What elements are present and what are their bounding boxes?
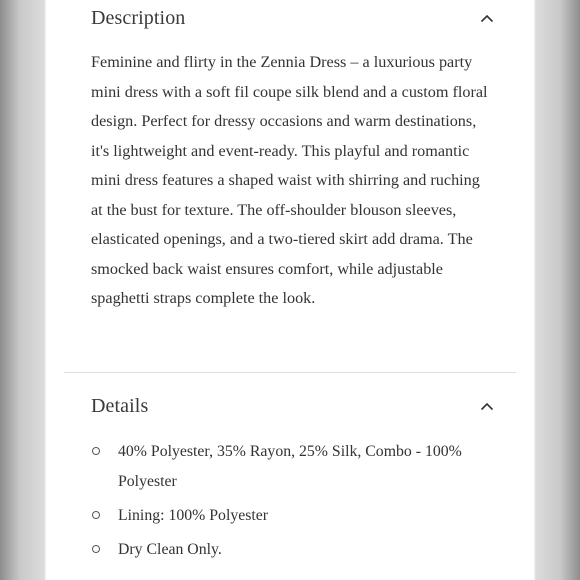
bullet-icon [92,545,100,553]
list-item [91,501,495,531]
product-info-panel [46,0,534,580]
details-accordion-header[interactable] [91,390,495,422]
detail-text: Lining: 100% Polyester [118,507,269,524]
chevron-up-icon[interactable] [479,10,495,26]
description-accordion-header[interactable] [91,2,495,34]
description-body: Feminine and flirty in the Zennia Dress – a luxurious party mini dress with a soft fil coupe silk blend and a custom floral design. Perfect for dressy occasions and warm destinations, it's lightweight and event-ready. This playful and romantic mini dress features a shaped waist with shirring and ruching at the bust for texture. The off-shoulder blouson sleeves, elasticated openings, and a two-tiered skirt add drama. The smocked back waist ensures comfort, while adjustable spaghetti straps complete the look. [91,53,488,307]
bullet-icon [92,447,100,455]
detail-text: Dry Clean Only. [118,541,222,558]
bullet-icon [92,511,100,519]
description-title: Description [91,6,186,29]
details-list [91,437,495,569]
details-title: Details [91,394,149,417]
chevron-up-icon[interactable] [479,398,495,414]
detail-text: 40% Polyester, 35% Rayon, 25% Silk, Combo - 100% Polyester [118,443,462,490]
section-divider [64,372,516,373]
list-item [91,437,495,497]
list-item [91,535,495,565]
